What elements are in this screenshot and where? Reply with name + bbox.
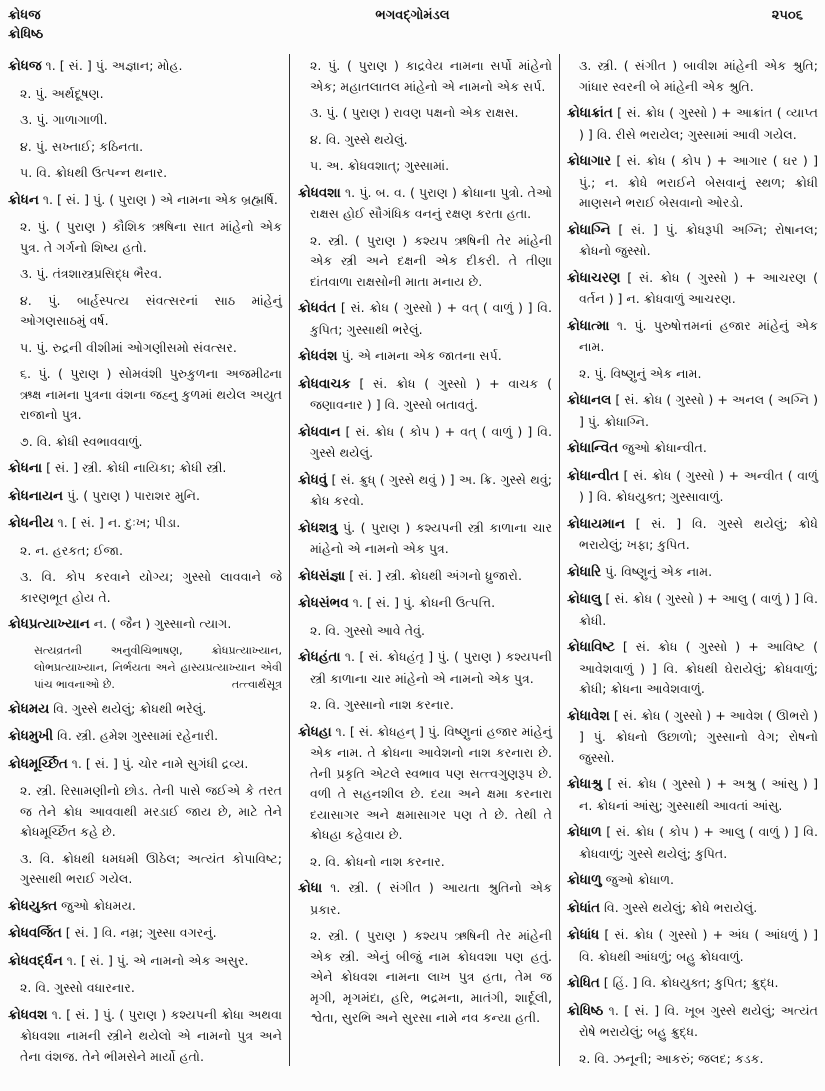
column-divider	[559, 54, 560, 1066]
headword: ક્રોધવર્જિત	[8, 926, 62, 941]
sense-line: ૪. વિ. ગુસ્સે થયેલું.	[310, 131, 408, 147]
definition: [ સં. ક્રોધ ( ગુસ્સો ) + આક્રાંત ( વ્યાપ્ત ) ] વિ. રીસે ભરાયેલ; ગુસ્સામાં આવી ગયેલ.	[579, 105, 818, 142]
dictionary-entry	[567, 1001, 818, 1070]
definition: ૧. [ સં. ક્રોધહન્ ] પું. વિષ્ણુનાં હજાર માંહેનું એક નામ. તે ક્રોધના આવેશનો નાશ કરનારા છે. તેની પ્રકૃતિ એટલે સ્વભાવ પણ સત્ત્વગુણરૂપ છે. વળી તે સહનશીલ છે. દયા અને ક્ષમા કરનારા દયાસાગર અને ક્ષમાસાગર પણ તે છે. તેથી તે ક્રોધહા કહેવાય છે.	[310, 723, 552, 842]
headword: ક્રોધવંત	[298, 301, 337, 316]
definition: [ સં. ] સ્ત્રી. ક્રોધથી અંગનો ધ્રુજારો.	[349, 567, 522, 583]
dictionary-entry	[298, 878, 552, 1029]
definition: [ સં. ક્રોધ ( ગુસ્સો ) + આચરણ ( વર્તન ) ] ન. ક્રોધવાળું આચરણ.	[579, 269, 818, 306]
sense-line: ૩. સ્ત્રી. ( સંગીત ) બાવીશ માંહેની એક શ્રુતિ; ગાંધાર સ્વરની બે માંહેની એક શ્રુતિ.	[579, 58, 818, 94]
headword: ક્રોધાત્મા	[567, 318, 610, 334]
dictionary-entry	[567, 466, 818, 508]
sense-line: ૪. પું. બાર્હસ્પત્ય સંવત્સરનાં સાઠ માંહેનું ઓગણસાઠમું વર્ષ.	[20, 292, 282, 328]
definition: પું. એ નામના એક જાતના સર્પ.	[341, 348, 502, 363]
dictionary-entry	[8, 923, 282, 945]
headword: ક્રોધાળુ	[567, 873, 602, 888]
dictionary-entry	[298, 298, 552, 340]
entry-main	[567, 316, 818, 358]
dictionary-entry	[8, 896, 282, 918]
entry-main	[8, 190, 282, 212]
dictionary-entry	[567, 56, 818, 97]
entry-main	[567, 774, 818, 816]
entry-main	[8, 486, 282, 508]
headword: ક્રોધપ્રત્યાખ્યાન	[8, 617, 90, 632]
entry-main	[298, 470, 552, 512]
headword: ક્રોધનાયન	[8, 488, 64, 504]
definition: [ સં. ] પું. ક્રોધરૂપી અગ્નિ; રોષાનલ; ક્રોધનો જુસ્સો.	[579, 221, 818, 258]
definition: [ સં. ક્રોધ ( ગુસ્સો ) + આલુ ( વાળું ) ] વિ. ક્રોધી.	[579, 591, 818, 628]
headword: ક્રોધન	[8, 192, 39, 208]
headword: ક્રોધાંધ	[567, 928, 600, 943]
dictionary-entry	[567, 438, 818, 460]
sense-line: ૨. પું. ( પુરાણ ) કૌશિક ઋષિના સાત માંહેનો એક પુત્ર. તે ગર્ગનો શિષ્ય હતો.	[20, 219, 282, 255]
definition: ૧. [ સં. ] પું. ક્રોધની ઉત્પત્તિ.	[352, 595, 496, 610]
book-title: ભગવદ્ગોમંડલ	[375, 8, 450, 23]
entry-main	[567, 103, 818, 145]
entry-main	[8, 726, 282, 748]
sense-line: ૨. ન. હરકત; ઈજા.	[20, 542, 124, 558]
headword: ક્રોધવશ	[8, 1007, 48, 1023]
entry-main	[298, 566, 552, 588]
headword: ક્રોધાનલ	[567, 393, 612, 408]
dictionary-entry	[567, 220, 818, 262]
dictionary-entry	[8, 951, 282, 999]
entry-main	[8, 699, 282, 721]
column-right	[567, 56, 818, 1075]
sense-line: ૩. પું. ( પુરાણ ) રાવણ પક્ષનો એક રાક્ષસ.	[310, 105, 519, 120]
sense-line: ૪. પું. સખ્તાઈ; કઠિનતા.	[20, 138, 144, 154]
entry-main	[298, 183, 552, 225]
definition: પું. ( પુરાણ ) કશ્યપની સ્ત્રી કાળાના ચાર માંહેનો એ નામનો એક પુત્ર.	[310, 519, 552, 556]
sense-line: ૬. પું. ( પુરાણ ) સોમવંશી પુરુકુળના અજમીઢના ઋક્ષ નામના પુત્રના વંશના જહ્નુ કુળમાં થયેલ અયુત રાજાનો પુત્ર.	[20, 366, 282, 422]
headword: ક્રોધાયમાન	[567, 516, 625, 532]
dictionary-entry	[567, 103, 818, 145]
definition: [ સં. ક્રોધ ( ગુસ્સો ) + વાચક ( જણાવનાર ) ] વિ. ગુસ્સો બતાવતું.	[310, 375, 552, 412]
dictionary-entry	[567, 268, 818, 310]
headword: ક્રોધનીય	[8, 516, 54, 531]
entry-main	[567, 438, 818, 460]
citation-source: તત્ત્વાર્થસૂત્ર	[231, 677, 282, 691]
entry-main	[567, 151, 818, 214]
dictionary-entry	[298, 183, 552, 293]
sense-line: ૨. પું. અર્થદૂષણ.	[20, 85, 104, 101]
definition: [ સં. ક્રોધ ( કોપ ) + આગાર ( ઘર ) ] પું.; ન. ક્રોધે ભરાઈને બેસવાનું સ્થળ; ક્રોધી માણસને ભરાઈ બેસવાનો ઓરડો.	[579, 153, 818, 210]
headword: ક્રોધસંભવ	[298, 596, 349, 611]
entry-main	[8, 754, 282, 776]
entry-main	[298, 722, 552, 846]
headword: ક્રોધમૂર્ચ્છિત	[8, 756, 68, 772]
entry-main	[567, 870, 818, 892]
sense-line: ૨. સ્ત્રી. ( પુરાણ ) કશ્યપ ઋષિની તેર માંહેની એક સ્ત્રી. એનું બીજું નામ ક્રોધવશા પણ હતું. એને ક્રોધવશ નામના લાખ પુત્ર હતા, તેમ જ મૃગી, મૃગમંદા, હરિ, ભદ્રમના, માતંગી, શાર્દૂલી, શ્વેતા, સુરભિ અને સુરસા નામે નવ કન્યા હતી.	[310, 928, 552, 1025]
entry-main	[567, 220, 818, 262]
definition: [ સં. ક્રુધ્ ( ગુસ્સે થવું ) ] અ. ક્રિ. ગુસ્સે થવું; ક્રોધ કરવો.	[310, 471, 552, 508]
definition: [ સં. ] વિ. ગુસ્સે થયેલું; ક્રોધે ભરાયેલું; ખફા; કુપિત.	[579, 515, 818, 552]
dictionary-entry	[8, 56, 282, 184]
sense-line: ૩. વિ. કોપ કરવાને યોગ્ય; ગુસ્સો લાવવાને જે કારણભૂત હોય તે.	[20, 569, 282, 605]
dictionary-entry	[8, 614, 282, 693]
headword: ક્રોધાગાર	[567, 154, 612, 169]
sense-line: ૫. અ. ક્રોધવશાત્; ગુસ્સામાં.	[310, 158, 450, 173]
definition: [ સં. ] સ્ત્રી. ક્રોધી નાયિકા; ક્રોધી સ્ત્રી.	[46, 460, 227, 475]
sense-line: ૨. પું. વિષ્ણુનું એક નામ.	[579, 365, 702, 381]
entry-main	[298, 518, 552, 560]
definition: વિ. ગુસ્સે થયેલું; ક્રોધથી ભરેલું.	[53, 700, 207, 716]
definition: ૧. [ સં. ] પું. ( પુરાણ ) કશ્યપની ક્રોધા અથવા ક્રોધવશા નામની સ્ત્રીને થયેલો એ નામનો પુત્ર અને તેના વંશજ. તેને ભીમસેને માર્યો હતો.	[20, 1006, 282, 1064]
column-middle	[298, 56, 552, 1035]
entry-main	[8, 614, 282, 636]
headword: ક્રોધાગ્નિ	[567, 222, 611, 238]
headword: ક્રોધાવિષ્ટ	[567, 640, 615, 655]
sense-line: ૫. પું. રુદ્રની વીશીમાં ઓગણીસમો સંવત્સર.	[20, 339, 237, 355]
headword: ક્રોધાળ	[567, 825, 602, 840]
definition: પું. વિષ્ણુનું એક નામ.	[605, 563, 713, 579]
headword: ક્રોધિત	[567, 976, 600, 991]
definition: જુઓ ક્રોધમય.	[61, 897, 136, 913]
definition: [ સં. ] વિ. નમ્ર; ગુસ્સા વગરનું.	[65, 925, 217, 940]
headword: ક્રોધમુખી	[8, 729, 54, 744]
headword: ક્રોધાન્વિત	[567, 441, 619, 456]
definition: [ સં. ક્રોધ ( ગુસ્સો ) + અંધ ( આંધળું ) ] વિ. ક્રોધથી આંધળું; બહુ ક્રોધવાળું.	[579, 927, 818, 964]
definition: ન. ( જૈન ) ગુસ્સાનો ત્યાગ.	[93, 616, 232, 631]
definition: ૧. [ સં. ] વિ. ખૂબ ગુસ્સે થયેલું; અત્યંત રોષે ભરાયેલું; બહુ ક્રુદ્ધ.	[579, 1002, 818, 1039]
dictionary-entry	[8, 190, 282, 453]
definition: [ સં. ક્રોધ ( ગુસ્સો ) + વત્ ( વાળું ) ] વિ. કુપિત; ગુસ્સાથી ભરેલું.	[310, 300, 552, 337]
entry-main	[8, 513, 282, 535]
dictionary-entry	[298, 566, 552, 588]
headword: ક્રોધજ	[8, 59, 42, 74]
headword: ક્રોધાશ્રુ	[567, 777, 603, 792]
definition: [ હિં. ] વિ. ક્રોધયુક્ત; કુપિત; ક્રુદ્ધ.	[603, 975, 779, 990]
definition: ૧. સ્ત્રી. ( સંગીત ) આયતા શ્રુતિનો એક પ્રકાર.	[310, 880, 552, 917]
dictionary-entry	[298, 593, 552, 641]
dictionary-entry	[298, 470, 552, 512]
definition: ૧. [ સં. ] પું. ચોર નામે સુગંધી દ્રવ્ય.	[71, 755, 249, 771]
entry-main	[567, 637, 818, 700]
definition: ૧. [ સં. ] પું. અજ્ઞાન; મોહ.	[45, 58, 183, 73]
guide-word-last: ક્રોધિષ્ઠ	[8, 27, 44, 42]
sense-line: ૨. સ્ત્રી. ( પુરાણ ) કશ્યપ ઋષિની તેર માંહેની એક સ્ત્રી અને દક્ષની એક દીકરી. તે તીણા દાંતવાળા રાક્ષસોની માતા મનાય છે.	[310, 232, 552, 289]
headword: ક્રોધસંજ્ઞા	[298, 568, 346, 584]
dictionary-entry	[567, 870, 818, 892]
entry-main	[567, 706, 818, 769]
definition: [ સં. ક્રોધ ( ગુસ્સો ) + આવેશ ( ઊભરો ) ] પું. ક્રોધનો ઉછાળો; ગુસ્સાનો વેગ; રોષનો જુસ્સો.	[579, 707, 818, 765]
definition: [ સં. ક્રોધ ( ગુસ્સો ) + અન્વીત ( વાળું ) ] વિ. ક્રોધયુક્ત; ગુસ્સાવાળું.	[579, 467, 818, 504]
sense-line: ૫. વિ. ક્રોધથી ઉત્પન્ન થનાર.	[20, 165, 168, 180]
headword: ક્રોધયુક્ત	[8, 898, 58, 914]
column-divider	[289, 54, 290, 1066]
headword: ક્રોધાંત	[567, 900, 600, 916]
headword: ક્રોધવું	[298, 472, 328, 488]
headword: ક્રોધાક્રાંત	[567, 106, 613, 121]
dictionary-entry	[567, 151, 818, 214]
definition: ૧. [ સં. ] પું. એ નામનો એક અસુર.	[66, 952, 249, 968]
entry-main	[8, 896, 282, 918]
entry-main	[8, 56, 282, 78]
dictionary-entry	[298, 647, 552, 716]
dictionary-entry	[567, 514, 818, 556]
sense-line: ૨. પું. ( પુરાણ ) કાદ્રવેય નામના સર્પો માંહેનો એક; મહાતલાતલ માંહેનો એ નામનો એક સર્પ.	[310, 58, 552, 94]
entry-main	[567, 898, 818, 920]
entry-main	[8, 458, 282, 480]
dictionary-entry	[567, 562, 818, 584]
definition: [ સં. ક્રોધ ( કોપ ) + આલુ ( વાળું ) ] વિ. ક્રોધવાળું; ગુસ્સે થયેલું; કુપિત.	[579, 824, 818, 861]
sense-line: ૨. સ્ત્રી. રિસામણીનો છોડ. તેની પાસે જઈએ કે તરત જ તેને ક્રોધ આવવાથી મરડાઈ જાય છે, માટે તેને ક્રોધમૂર્ચ્છિત કહે છે.	[20, 783, 282, 839]
dictionary-entry	[8, 458, 282, 480]
headword: ક્રોધના	[8, 461, 43, 476]
entry-main	[298, 374, 552, 416]
headword: ક્રોધમય	[8, 701, 50, 717]
dictionary-entry	[298, 722, 552, 873]
headword: ક્રોધા	[298, 881, 323, 896]
entry-main	[567, 268, 818, 310]
definition: ૧. [ સં. ક્રોધહંતૃ ] પું. ( પુરાણ ) કશ્યપની સ્ત્રી કાળાના ચાર માંહેનો એ નામનો એક પુત્ર.	[310, 649, 552, 686]
entry-main	[567, 973, 818, 995]
headword: ક્રોધવાન	[298, 424, 341, 440]
dictionary-entry	[298, 56, 552, 177]
dictionary-entry	[567, 925, 818, 967]
entry-main	[298, 298, 552, 340]
definition: પું. ( પુરાણ ) પારાશર મુનિ.	[67, 487, 201, 503]
dictionary-entry	[567, 706, 818, 769]
headword: ક્રોધવાચક	[298, 376, 351, 392]
headword: ક્રોધશત્રુ	[298, 520, 338, 536]
dictionary-entry	[8, 486, 282, 508]
definition: વિ. સ્ત્રી. હમેશ ગુસ્સામાં રહેનારી.	[57, 728, 219, 743]
sense-line: ૩. વિ. ક્રોધથી ધમધમી ઊઠેલ; અત્યંત કોપાવિષ્ટ; ગુસ્સાથી ભરાઈ ગયેલ.	[20, 850, 282, 886]
entry-main	[567, 589, 818, 631]
entry-main	[567, 466, 818, 508]
definition: ૧. [ સં. ] ન. દુઃખ; પીડા.	[57, 515, 181, 530]
entry-main	[8, 923, 282, 945]
sense-line: ૩. પું. ગાળાગાળી.	[20, 112, 108, 127]
entry-main	[298, 647, 552, 689]
definition: [ સં. ક્રોધ ( કોપ ) + વત્ ( વાળું ) ] વિ. ગુસ્સે થયેલું.	[310, 423, 552, 460]
entry-main	[298, 878, 552, 920]
dictionary-entry	[298, 518, 552, 560]
citation	[8, 642, 282, 693]
dictionary-entry	[298, 374, 552, 416]
sense-line: ૨. વિ. ક્રોધનો નાશ કરનાર.	[310, 853, 445, 869]
dictionary-entry	[567, 637, 818, 700]
dictionary-entry	[567, 973, 818, 995]
headword: ક્રોધારિ	[567, 564, 602, 580]
citation-text: સત્યવ્રતની અનુવીચિભાષણ, ક્રોધપ્રત્યાખ્યાન, લોભપ્રત્યાખ્યાન, નિર્ભયતા અને હાસ્યપ્રત્યાખ્યાન એવી પાંચ ભાવનાઓ છે.	[34, 643, 282, 691]
headword: ક્રોધવર્દ્ધન	[8, 953, 63, 969]
definition: વિ. ગુસ્સે થયેલું; ક્રોધે ભરાયેલું.	[604, 899, 758, 915]
entry-main	[567, 390, 818, 432]
headword: ક્રોધવંશ	[298, 349, 338, 364]
sense-line: ૨. વિ. ઝનૂની; આકરું; જલદ; કડક.	[579, 1050, 764, 1066]
entry-main	[298, 346, 552, 368]
dictionary-entry	[567, 390, 818, 432]
entry-main	[567, 514, 818, 556]
definition: [ સં. ક્રોધ ( ગુસ્સો ) + અશ્રુ ( આંસુ ) ] ન. ક્રોધનાં આંસુ; ગુસ્સાથી આવતાં આંસુ.	[579, 776, 818, 813]
headword: ક્રોધાન્વીત	[567, 468, 619, 484]
dictionary-entry	[8, 1005, 282, 1068]
dictionary-entry	[298, 346, 552, 368]
sense-line: ૭. વિ. ક્રોધી સ્વભાવવાળું.	[20, 433, 143, 449]
dictionary-entry	[8, 513, 282, 608]
entry-main	[8, 951, 282, 973]
entry-main	[567, 925, 818, 967]
dictionary-entry	[298, 422, 552, 464]
definition: ૧. પું. બ. વ. ( પુરાણ ) ક્રોધાના પુત્રો. તેઓ રાક્ષસ હોઈ સૌગંધિક વનનું રક્ષણ કરતા હતા.	[310, 184, 552, 221]
headword: ક્રોધિષ્ઠ	[567, 1003, 604, 1019]
headword: ક્રોધાચરણ	[567, 270, 621, 286]
sense-line: ૨. વિ. ગુસ્સો વધારનાર.	[20, 980, 135, 995]
entry-main	[567, 822, 818, 864]
entry-main	[298, 593, 552, 615]
dictionary-entry	[567, 898, 818, 920]
dictionary-entry	[8, 699, 282, 721]
entry-main	[567, 1001, 818, 1043]
headword: ક્રોધવશા	[298, 185, 341, 201]
definition: ૧. પું. પુરુષોત્તમનાં હજાર માંહેનું એક નામ.	[579, 317, 818, 354]
dictionary-entry	[567, 822, 818, 864]
sense-line: ૩. પું. તંત્રશાસ્ત્રપ્રસિદ્ધ ભૈરવ.	[20, 266, 163, 281]
dictionary-entry	[567, 774, 818, 816]
definition: [ સં. ક્રોધ ( ગુસ્સો ) + અનલ ( અગ્નિ ) ] પું. ક્રોધાગ્નિ.	[579, 392, 818, 429]
definition: ૧. [ સં. ] પું. ( પુરાણ ) એ નામના એક બ્રહ્મર્ષિ.	[42, 191, 278, 207]
dictionary-entry	[8, 726, 282, 748]
headword: ક્રોધહા	[298, 724, 332, 740]
entry-main	[8, 1005, 282, 1068]
definition: જુઓ ક્રોધાન્વીત.	[622, 440, 707, 455]
dictionary-entry	[8, 754, 282, 890]
entry-main	[567, 562, 818, 584]
page-number: ૨૫૦૬	[771, 8, 803, 23]
definition: [ સં. ક્રોધ ( ગુસ્સો ) + આવિષ્ટ ( આવેશવાળું ) ] વિ. ક્રોધથી ઘેરાયેલું; ક્રોધવાળું; ક્રોધી; ક્રોધના આવેશવાળું.	[579, 639, 818, 696]
column-left	[8, 56, 282, 1073]
headword: ક્રોધહંતા	[298, 650, 341, 665]
sense-line: ૨. વિ. ગુસ્સાનો નાશ કરનાર.	[310, 697, 454, 712]
definition: જુઓ ક્રોધાળ.	[605, 872, 675, 887]
headword: ક્રોધાલુ	[567, 592, 602, 607]
headword: ક્રોધાવેશ	[567, 708, 610, 724]
dictionary-entry	[567, 589, 818, 631]
dictionary-entry	[567, 316, 818, 385]
sense-line: ૨. વિ. ગુસ્સો આવે તેવું.	[310, 622, 425, 638]
guide-word-first: ક્રોધજ	[8, 8, 41, 23]
entry-main	[298, 422, 552, 464]
